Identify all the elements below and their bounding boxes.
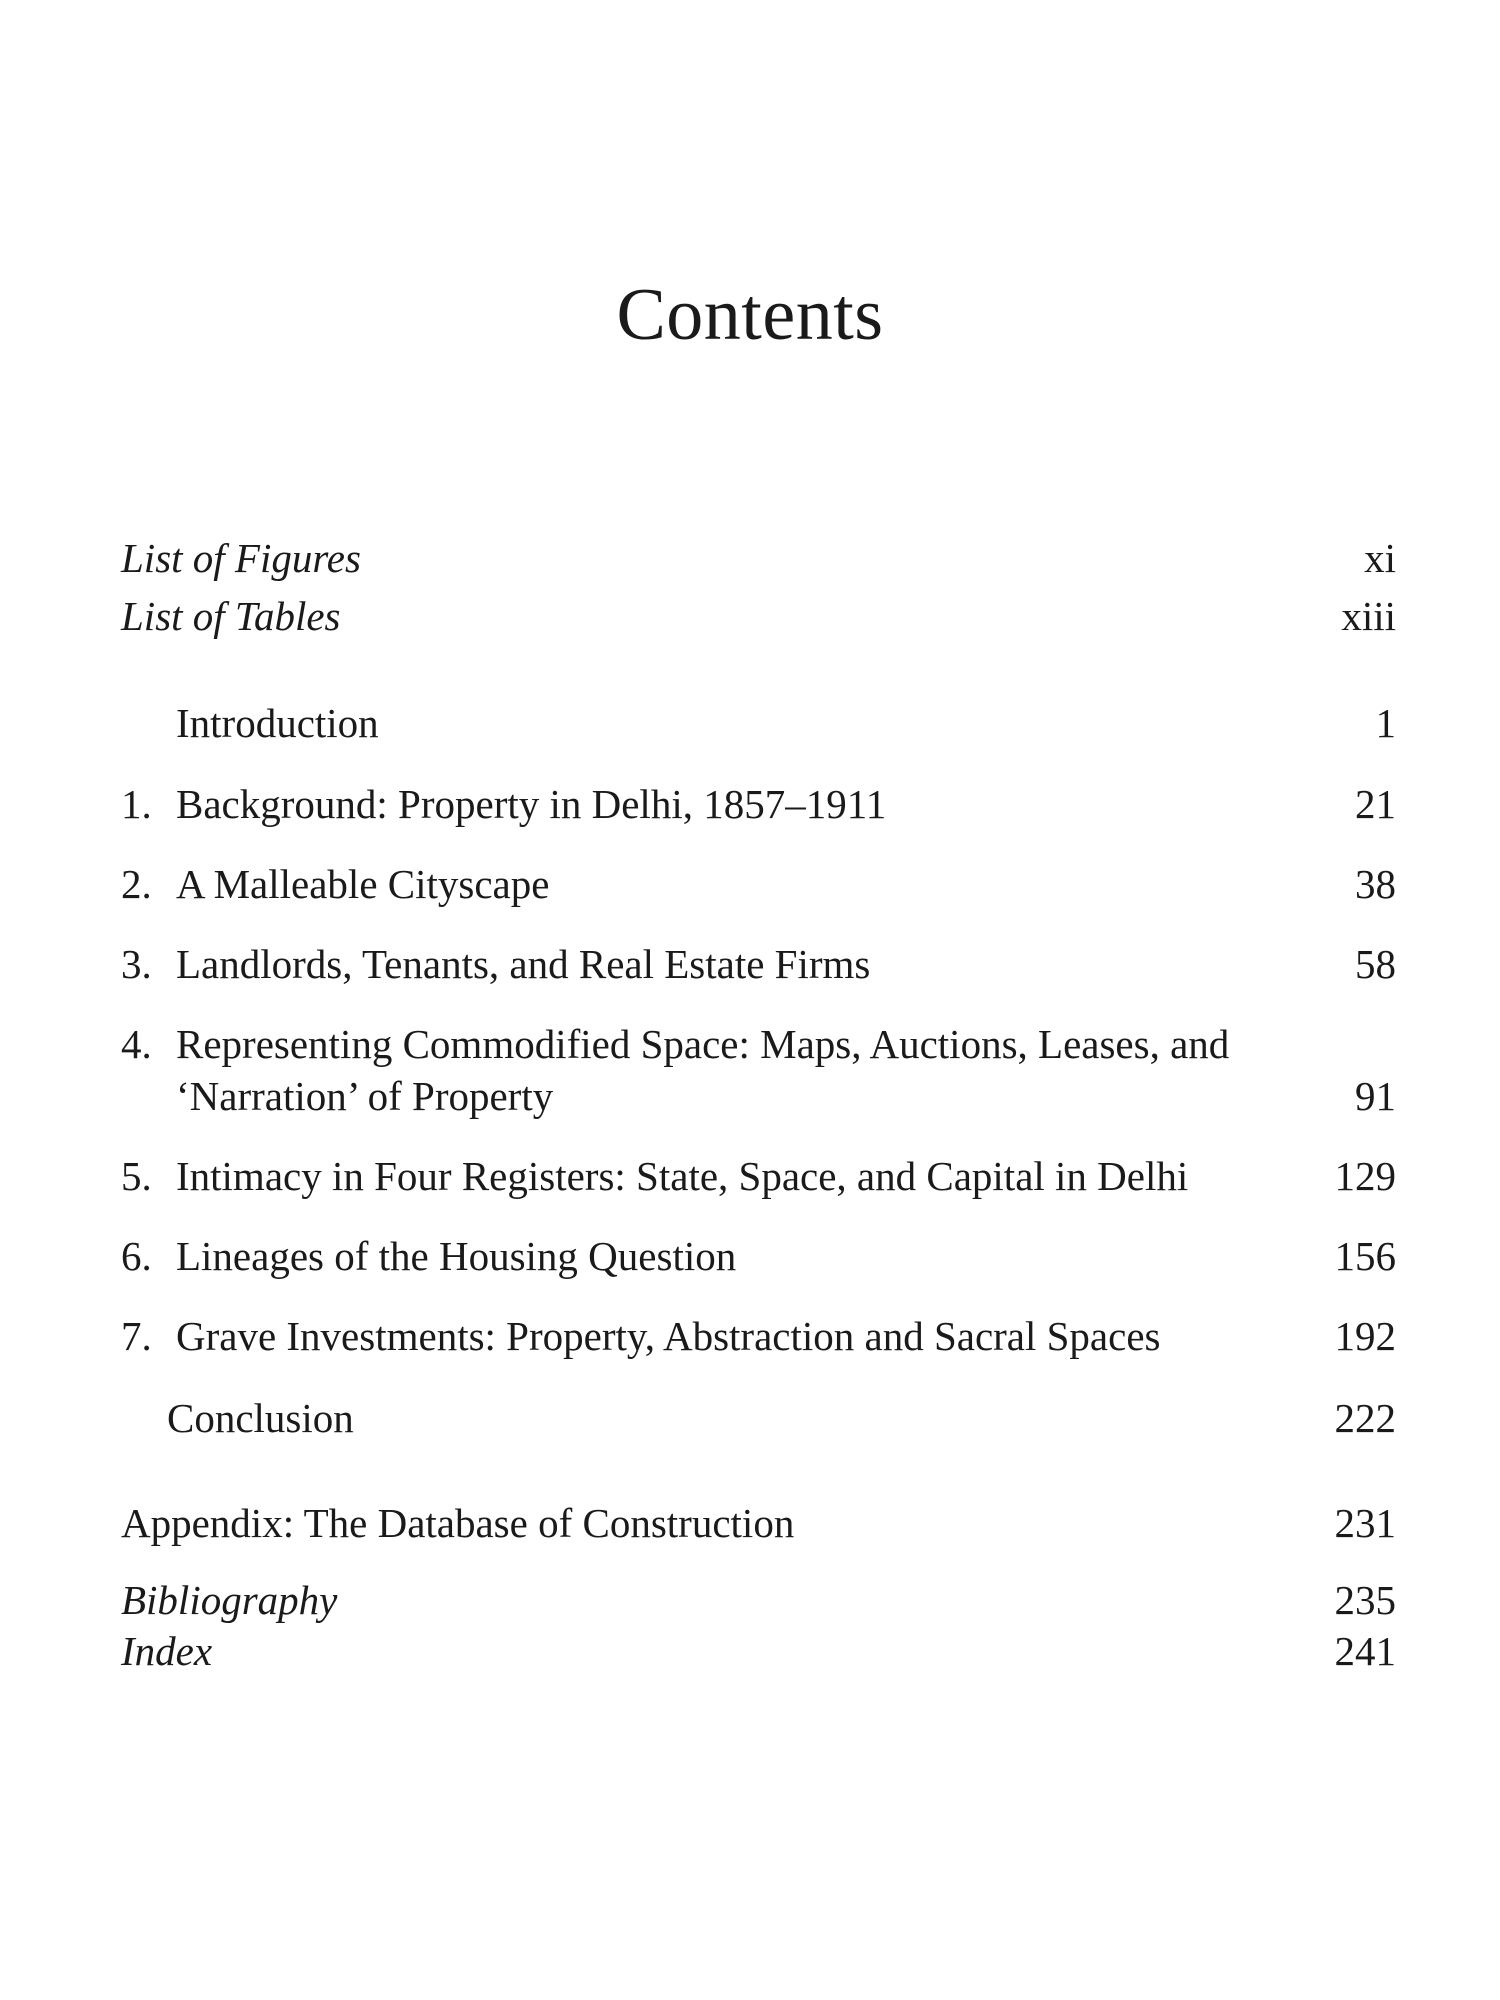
chapter-number: 6. [121, 1233, 152, 1279]
toc-entry-page: 38 [1355, 861, 1396, 907]
toc-entry-page: xiii [1341, 593, 1396, 639]
toc-entry-index[interactable] [121, 1625, 1396, 1677]
toc-entry-label: Lineages of the Housing Question [176, 1233, 737, 1279]
toc-entry-appendix[interactable] [121, 1497, 1396, 1549]
toc-entry-label: Intimacy in Four Registers: State, Space, and Capital in Delhi [176, 1153, 1189, 1199]
toc-entry-chapter-5[interactable] [121, 1150, 1396, 1202]
toc-entry-page: 21 [1355, 781, 1396, 827]
toc-entry-page: 129 [1334, 1153, 1396, 1199]
toc-entry-page: 241 [1334, 1628, 1396, 1674]
toc-entry-label: List of Tables [121, 593, 341, 639]
toc-entry-label: Grave Investments: Property, Abstraction and Sacral Spaces [176, 1313, 1161, 1359]
toc-entry-list-of-tables[interactable] [121, 590, 1396, 642]
toc-entry-conclusion[interactable] [121, 1392, 1396, 1444]
toc-entry-chapter-4[interactable] [121, 1018, 1396, 1122]
chapter-number: 1. [121, 781, 152, 827]
toc-entry-page: 1 [1375, 700, 1396, 746]
toc-entry-chapter-7[interactable] [121, 1310, 1396, 1362]
toc-entry-introduction[interactable] [121, 697, 1396, 749]
toc-entry-chapter-2[interactable] [121, 858, 1396, 910]
toc-entry-page: 156 [1334, 1233, 1396, 1279]
toc-entry-page: 231 [1334, 1500, 1396, 1546]
toc-entry-label: Appendix: The Database of Construction [121, 1500, 795, 1546]
chapter-number: 3. [121, 941, 152, 987]
toc-entry-label: Background: Property in Delhi, 1857–1911 [176, 781, 887, 827]
toc-entry-bibliography[interactable] [121, 1574, 1396, 1626]
toc-entry-chapter-3[interactable] [121, 938, 1396, 990]
toc-entry-label: Representing Commodified Space: Maps, Auctions, Leases, and ‘Narration’ of Property [176, 1021, 1230, 1119]
toc-entry-label: Introduction [176, 700, 379, 746]
page-title: Contents [616, 274, 884, 356]
toc-entry-label: Index [121, 1628, 213, 1674]
toc-entry-page: xi [1364, 535, 1396, 581]
toc-entry-chapter-1[interactable] [121, 778, 1396, 830]
chapter-number: 5. [121, 1153, 152, 1199]
toc-entry-label: Landlords, Tenants, and Real Estate Firms [176, 941, 871, 987]
toc-entry-label: Bibliography [121, 1577, 338, 1623]
toc-entry-label: List of Figures [121, 535, 361, 581]
chapter-number: 7. [121, 1313, 152, 1359]
toc-entry-list-of-figures[interactable] [121, 532, 1396, 584]
toc-entry-chapter-6[interactable] [121, 1230, 1396, 1282]
toc-entry-page: 91 [1355, 1073, 1396, 1119]
toc-entry-page: 235 [1334, 1577, 1396, 1623]
chapter-number: 4. [121, 1021, 152, 1067]
toc-entry-page: 192 [1334, 1313, 1396, 1359]
chapter-number: 2. [121, 861, 152, 907]
toc-entry-label: Conclusion [167, 1395, 354, 1441]
toc-entry-page: 58 [1355, 941, 1396, 987]
toc-entry-page: 222 [1334, 1395, 1396, 1441]
toc-entry-label: A Malleable Cityscape [176, 861, 550, 907]
